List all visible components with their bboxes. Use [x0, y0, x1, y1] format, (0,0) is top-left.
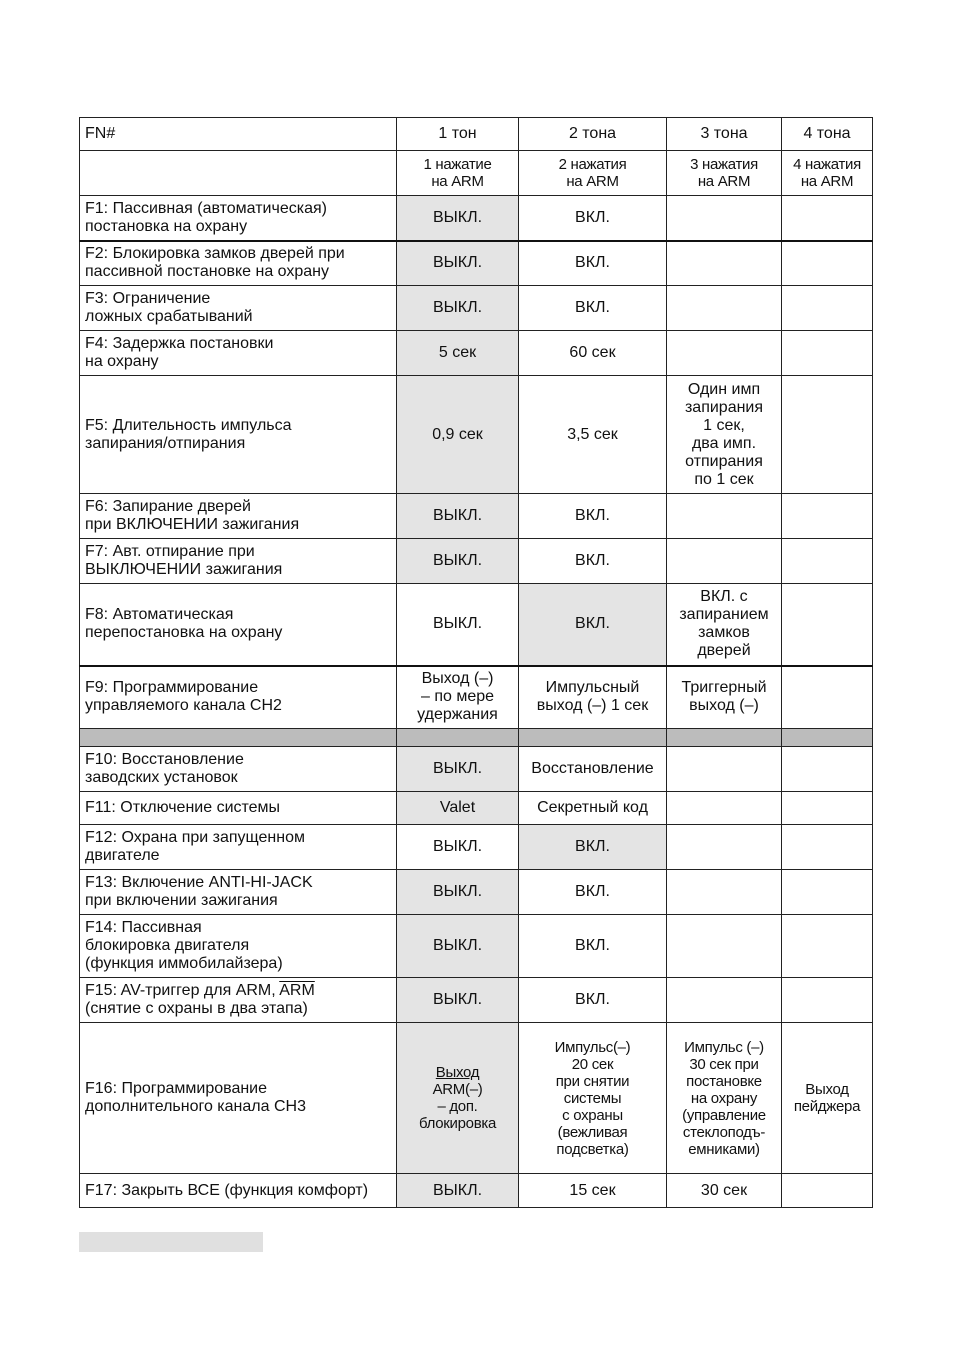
table-row — [80, 241, 873, 286]
table-row — [80, 792, 873, 825]
option-cell-2: ВКЛ. — [519, 196, 667, 241]
option-cell-1: ВЫКЛ. — [397, 494, 519, 539]
option-cell-1: ВЫКЛ. — [397, 241, 519, 286]
separator-bar — [80, 729, 873, 747]
option-cell-2: 3,5 сек — [519, 376, 667, 494]
function-label: F15: AV-триггер для ARM, $\overline{ARM}$ (снятие с охраны в два этапа) — [80, 978, 397, 1023]
option-cell-1: 5 сек — [397, 331, 519, 376]
header-tone-1: 1 тон — [397, 118, 519, 151]
option-cell-1: ВЫКЛ. — [397, 978, 519, 1023]
option-cell-4 — [782, 915, 873, 978]
table-row — [80, 331, 873, 376]
function-label: F8: Автоматическая перепостановка на охрану — [80, 584, 397, 666]
option-cell-1: ВЫКЛ. — [397, 870, 519, 915]
function-label: F5: Длительность импульса запирания/отпирания — [80, 376, 397, 494]
arm-overline-label: $\overline{ARM}$ — [279, 982, 315, 999]
footer-gray-bar — [79, 1232, 263, 1252]
option-cell-4 — [782, 978, 873, 1023]
function-label: F2: Блокировка замков дверей при пассивной постановке на охрану — [80, 241, 397, 286]
option-cell-3: Триггерный выход (–) — [667, 666, 782, 729]
table-row — [80, 1174, 873, 1208]
option-cell-3 — [667, 331, 782, 376]
option-cell-3: Импульс (–) 30 сек при постановке на охрану (управление стеклоподъ- емниками) — [667, 1023, 782, 1174]
header-tone-2: 2 тона — [519, 118, 667, 151]
option-cell-1: ВЫКЛ. — [397, 825, 519, 870]
option-cell-1: Выход ARM(–) – доп. блокировка — [397, 1023, 519, 1174]
option-cell-2: ВКЛ. — [519, 286, 667, 331]
option-cell-4 — [782, 1174, 873, 1208]
option-cell-2: Секретный код — [519, 792, 667, 825]
option-cell-3 — [667, 825, 782, 870]
separator-cell — [667, 729, 782, 747]
table-row — [80, 494, 873, 539]
option-cell-3: 30 сек — [667, 1174, 782, 1208]
separator-cell — [80, 729, 397, 747]
option-cell-2: ВКЛ. — [519, 915, 667, 978]
separator-cell — [519, 729, 667, 747]
function-label: F14: Пассивная блокировка двигателя (функция иммобилайзера) — [80, 915, 397, 978]
function-label: F16: Программирование дополнительного канала CH3 — [80, 1023, 397, 1174]
function-label: F10: Восстановление заводских установок — [80, 747, 397, 792]
table-row — [80, 666, 873, 729]
function-label: F9: Программирование управляемого канала CH2 — [80, 666, 397, 729]
option-cell-3 — [667, 915, 782, 978]
header-press-1: 1 нажатие на ARM — [397, 151, 519, 196]
header-tone-3: 3 тона — [667, 118, 782, 151]
option-cell-1: ВЫКЛ. — [397, 747, 519, 792]
function-label: F6: Запирание дверей при ВКЛЮЧЕНИИ зажигания — [80, 494, 397, 539]
option-cell-2: Импульсный выход (–) 1 сек — [519, 666, 667, 729]
table-row — [80, 825, 873, 870]
option-cell-1: ВЫКЛ. — [397, 584, 519, 666]
function-label: F12: Охрана при запущенном двигателе — [80, 825, 397, 870]
header-tone-row — [80, 118, 873, 151]
table-row — [80, 1023, 873, 1174]
function-rows — [80, 196, 873, 1208]
table-row — [80, 978, 873, 1023]
option-cell-3 — [667, 539, 782, 584]
option-cell-1: ВЫКЛ. — [397, 539, 519, 584]
header-press-4: 4 нажатия на ARM — [782, 151, 873, 196]
option-cell-1: Valet — [397, 792, 519, 825]
option-cell-2: 15 сек — [519, 1174, 667, 1208]
header-empty-cell — [80, 151, 397, 196]
option-cell-1: Выход (–) – по мере удержания — [397, 666, 519, 729]
function-label: F3: Ограничение ложных срабатываний — [80, 286, 397, 331]
option-cell-2: ВКЛ. — [519, 241, 667, 286]
table-row — [80, 539, 873, 584]
option-cell-3 — [667, 870, 782, 915]
option-cell-2: ВКЛ. — [519, 870, 667, 915]
option-cell-1: ВЫКЛ. — [397, 1174, 519, 1208]
table-row — [80, 376, 873, 494]
option-cell-4: Выход пейджера — [782, 1023, 873, 1174]
option-cell-4 — [782, 825, 873, 870]
function-table — [79, 117, 873, 1208]
option-cell-4 — [782, 747, 873, 792]
option-cell-3 — [667, 747, 782, 792]
option-cell-3 — [667, 978, 782, 1023]
separator-cell — [782, 729, 873, 747]
option-cell-4 — [782, 494, 873, 539]
table-row — [80, 286, 873, 331]
option-cell-4 — [782, 584, 873, 666]
option-cell-4 — [782, 539, 873, 584]
header-press-3: 3 нажатия на ARM — [667, 151, 782, 196]
table-row — [80, 196, 873, 241]
option-cell-2: ВКЛ. — [519, 584, 667, 666]
option-cell-1: ВЫКЛ. — [397, 915, 519, 978]
option-cell-4 — [782, 286, 873, 331]
option-cell-2: ВКЛ. — [519, 494, 667, 539]
separator-cell — [397, 729, 519, 747]
option-cell-2: 60 сек — [519, 331, 667, 376]
option-cell-4 — [782, 331, 873, 376]
header-fn: FN# — [80, 118, 397, 151]
option-cell-4 — [782, 792, 873, 825]
function-label: F1: Пассивная (автоматическая) постановка на охрану — [80, 196, 397, 241]
table-row — [80, 747, 873, 792]
option-cell-4 — [782, 241, 873, 286]
option-cell-4 — [782, 666, 873, 729]
option-cell-3 — [667, 792, 782, 825]
option-cell-2: ВКЛ. — [519, 825, 667, 870]
option-cell-4 — [782, 376, 873, 494]
table-row — [80, 584, 873, 666]
option-cell-4 — [782, 870, 873, 915]
option-cell-2: ВКЛ. — [519, 978, 667, 1023]
option-cell-2: ВКЛ. — [519, 539, 667, 584]
option-cell-2: Восстановление — [519, 747, 667, 792]
option-cell-3: ВКЛ. с запиранием замков дверей — [667, 584, 782, 666]
function-label: F11: Отключение системы — [80, 792, 397, 825]
option-cell-3 — [667, 286, 782, 331]
function-label: F17: Закрыть ВСЕ (функция комфорт) — [80, 1174, 397, 1208]
option-cell-3 — [667, 494, 782, 539]
table-row — [80, 870, 873, 915]
option-cell-2: Импульс(–) 20 сек при снятии системы с охраны (вежливая подсветка) — [519, 1023, 667, 1174]
option-cell-1: 0,9 сек — [397, 376, 519, 494]
option-cell-1: ВЫКЛ. — [397, 196, 519, 241]
table-row — [80, 915, 873, 978]
option-cell-1: ВЫКЛ. — [397, 286, 519, 331]
header-tone-4: 4 тона — [782, 118, 873, 151]
function-label: F4: Задержка постановки на охрану — [80, 331, 397, 376]
option-cell-3 — [667, 241, 782, 286]
function-label: F13: Включение ANTI-HI-JACK при включении зажигания — [80, 870, 397, 915]
header-press-2: 2 нажатия на ARM — [519, 151, 667, 196]
function-label: F7: Авт. отпирание при ВЫКЛЮЧЕНИИ зажигания — [80, 539, 397, 584]
header-press-row — [80, 151, 873, 196]
option-cell-3 — [667, 196, 782, 241]
option-cell-4 — [782, 196, 873, 241]
option-cell-3: Один имп запирания 1 сек, два имп. отпирания по 1 сек — [667, 376, 782, 494]
